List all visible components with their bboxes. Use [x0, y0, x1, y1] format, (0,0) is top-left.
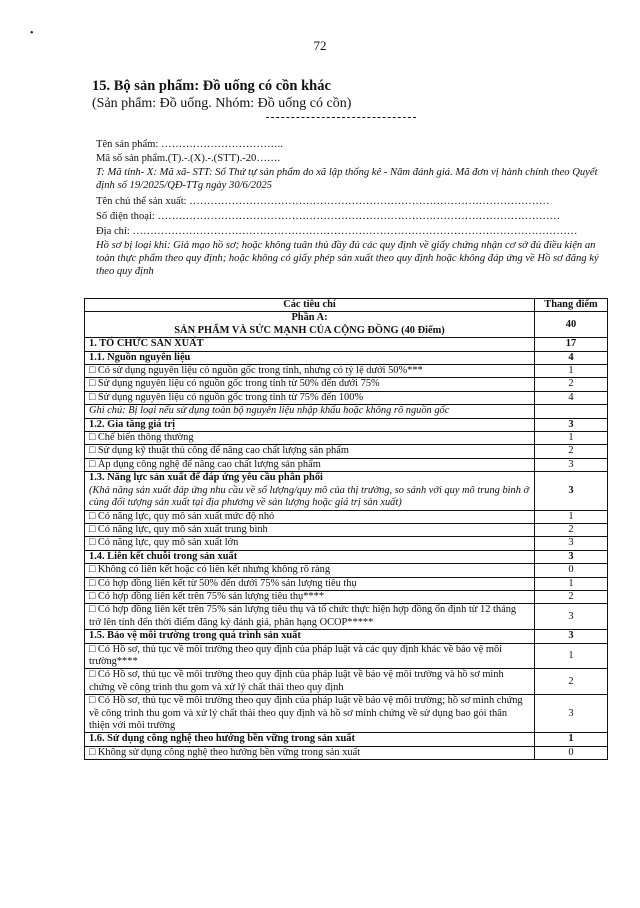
criteria-text: 1.5. Bảo vệ môi trường trong quá trình sản xuất	[89, 630, 301, 642]
criteria-cell	[85, 590, 535, 603]
criteria-cell	[85, 746, 535, 759]
rejection-note: Hồ sơ bị loại khi: Giả mạo hồ sơ; hoặc không tuân thủ đầy đủ các quy định về giấy chứng nhận cơ sở đủ điều kiện an toàn thực phẩm theo quy định; hoặc không có giấy phép sản xuất theo quy định hoặc không đáp ứng về Hồ sơ đăng ký theo quy định	[96, 240, 599, 277]
table-header	[85, 299, 608, 312]
criteria-cell	[85, 643, 535, 669]
table-row	[85, 523, 608, 536]
section-row	[85, 351, 608, 364]
criteria-cell	[85, 510, 535, 523]
product-code-line: Mã số sản phẩm.(T).-.(X).-.(STT).-20…….	[96, 153, 281, 164]
table-row	[85, 445, 608, 458]
points-cell: 1	[535, 510, 608, 523]
header-points: Thang điểm	[535, 299, 608, 312]
table-row	[85, 432, 608, 445]
criteria-text: □ Có hợp đồng liên kết từ 50% đến dưới 75% sản lượng tiêu thụ	[89, 577, 357, 589]
points-cell: 1	[535, 643, 608, 669]
code-note: T: Mã tỉnh- X: Mã xã- STT: Số Thứ tự sản phẩm do xã lập thống kê - Năm đánh giá. Mã đơn vị hành chính theo Quyết định số 19/2025/QĐ-TTg ngày 30/6/2025	[96, 167, 598, 191]
criteria-cell	[85, 378, 535, 391]
table-row	[85, 537, 608, 550]
phone-line: Số điện thoại: ……………………………………………………………………………………………………	[96, 211, 561, 222]
criteria-text: □ Có sử dụng nguyên liệu có nguồn gốc trong tỉnh, nhưng có tỷ lệ dưới 50%***	[89, 365, 423, 377]
criteria-text: □ Có năng lực, quy mô sản xuất trung bình	[89, 523, 268, 535]
criteria-cell	[85, 405, 535, 418]
points-cell: 2	[535, 590, 608, 603]
criteria-cell	[85, 458, 535, 471]
table-row	[85, 378, 608, 391]
section-row	[85, 418, 608, 431]
table-row	[85, 669, 608, 695]
criteria-text: □ Chế biến thông thường	[89, 432, 194, 444]
criteria-text: Ghi chú: Bị loại nếu sử dụng toàn bộ nguyên liệu nhập khẩu hoặc không rõ nguồn gốc	[89, 405, 450, 417]
corner-mark: •	[30, 28, 34, 39]
section-row	[85, 733, 608, 746]
criteria-text: 1.2. Gia tăng giá trị	[89, 418, 176, 430]
criteria-cell	[85, 550, 535, 563]
points-cell: 2	[535, 378, 608, 391]
points-cell: 3	[535, 550, 608, 563]
criteria-text: □ Không có liên kết hoặc có liên kết nhưng không rõ ràng	[89, 564, 331, 576]
address-line: Địa chỉ: ………………………………………………………………………………………………………………	[96, 226, 578, 237]
section-subtitle: (Sản phẩm: Đồ uống. Nhóm: Đồ uống có cồn)	[92, 96, 352, 111]
table-row	[85, 405, 608, 418]
criteria-cell	[85, 695, 535, 733]
criteria-text: □ Có Hồ sơ, thủ tục về môi trường theo quy định của pháp luật về bảo vệ môi trường và hồ sơ minh chứng về công trình thu gom và xử lý chất thải theo quy định	[89, 669, 504, 693]
criteria-text: 1.6. Sử dụng công nghệ theo hướng bền vững trong sản xuất	[89, 733, 355, 745]
criteria-text: □ Có năng lực, quy mô sản xuất mức độ nhỏ	[89, 510, 275, 522]
table-row	[85, 365, 608, 378]
points-cell: 1	[535, 365, 608, 378]
criteria-text: □ Sử dụng kỹ thuật thủ công để nâng cao chất lượng sản phẩm	[89, 445, 349, 457]
criteria-text: □ Áp dụng công nghệ để nâng cao chất lượng sản phẩm	[89, 458, 321, 470]
points-cell: 2	[535, 445, 608, 458]
section-row	[85, 550, 608, 563]
criteria-cell	[85, 391, 535, 404]
criteria-cell	[85, 630, 535, 643]
points-cell: 17	[535, 338, 608, 351]
table-row	[85, 391, 608, 404]
criteria-table	[84, 298, 608, 760]
criteria-cell	[85, 432, 535, 445]
points-cell: 3	[535, 604, 608, 630]
criteria-text: 1. TỔ CHỨC SẢN XUẤT	[89, 338, 204, 350]
criteria-cell	[85, 733, 535, 746]
divider	[266, 117, 416, 118]
section-row	[85, 472, 608, 510]
points-cell: 3	[535, 695, 608, 733]
criteria-cell	[85, 472, 535, 510]
product-name-line: Tên sản phẩm: ……………………………..	[96, 139, 283, 150]
part-a-line2: SẢN PHẨM VÀ SỨC MẠNH CỦA CỘNG ĐỒNG (40 Điểm)	[174, 324, 445, 336]
criteria-cell	[85, 351, 535, 364]
criteria-text: □ Có hợp đồng liên kết trên 75% sản lượng tiêu thụ****	[89, 590, 325, 602]
table-row	[85, 643, 608, 669]
section-row	[85, 338, 608, 351]
criteria-cell	[85, 418, 535, 431]
part-a-points: 40	[535, 312, 608, 338]
points-cell: 2	[535, 669, 608, 695]
points-cell: 0	[535, 746, 608, 759]
criteria-cell	[85, 604, 535, 630]
page-number: 72	[313, 38, 327, 53]
criteria-cell	[85, 523, 535, 536]
points-cell: 3	[535, 630, 608, 643]
table-row	[85, 577, 608, 590]
points-cell: 3	[535, 472, 608, 510]
table-row	[85, 458, 608, 471]
points-cell: 3	[535, 458, 608, 471]
points-cell	[535, 405, 608, 418]
part-a-row	[85, 312, 608, 338]
table-row	[85, 695, 608, 733]
criteria-cell	[85, 537, 535, 550]
criteria-text: □ Sử dụng nguyên liệu có nguồn gốc trong tỉnh từ 75% đến 100%	[89, 391, 364, 403]
points-cell: 1	[535, 432, 608, 445]
points-cell: 3	[535, 537, 608, 550]
criteria-cell	[85, 445, 535, 458]
owner-line: Tên chủ thể sản xuất: …………………………………………………………………………………………	[96, 196, 550, 207]
table-row	[85, 746, 608, 759]
points-cell: 1	[535, 577, 608, 590]
criteria-subtext: (Khả năng sản xuất đáp ứng nhu cầu về số lượng/quy mô của thị trường, so sánh với quy mô trung bình ở cùng đối tượng sản xuất tại địa phương về sản lượng hoặc giá trị sản xuất)	[89, 484, 530, 509]
criteria-text: □ Có Hồ sơ, thủ tục về môi trường theo quy định của pháp luật và các quy định khác về bảo vệ môi trường****	[89, 643, 503, 667]
part-a-line1: Phần A:	[291, 312, 328, 324]
table-row	[85, 510, 608, 523]
header-criteria: Các tiêu chí	[85, 299, 535, 312]
criteria-cell	[85, 577, 535, 590]
criteria-text: □ Có hợp đồng liên kết trên 75% sản lượng tiêu thụ và tổ chức thực hiện hợp đồng ổn định từ 12 tháng trở lên tính đến thời điểm đăng ký đánh giá, phân hạng OCOP*****	[89, 604, 517, 628]
criteria-text: 1.4. Liên kết chuỗi trong sản xuất	[89, 550, 238, 562]
section-title: 15. Bộ sản phẩm: Đồ uống có cồn khác	[92, 78, 331, 94]
criteria-text: 1.1. Nguồn nguyên liệu	[89, 351, 191, 363]
points-cell: 1	[535, 733, 608, 746]
points-cell: 4	[535, 391, 608, 404]
table-row	[85, 604, 608, 630]
criteria-text: □ Có Hồ sơ, thủ tục về môi trường theo quy định của pháp luật về bảo vệ môi trường; hồ sơ minh chứng về công trình thu gom và xử lý chất thải theo quy định và hồ sơ minh chứng về sử dụng bao gói thân thiện với môi trường	[89, 695, 523, 731]
criteria-cell	[85, 338, 535, 351]
part-a-title	[85, 312, 535, 338]
table-row	[85, 590, 608, 603]
table-row	[85, 564, 608, 577]
points-cell: 3	[535, 418, 608, 431]
points-cell: 2	[535, 523, 608, 536]
criteria-text: □ Có năng lực, quy mô sản xuất lớn	[89, 537, 239, 549]
criteria-cell	[85, 564, 535, 577]
criteria-cell	[85, 669, 535, 695]
points-cell: 4	[535, 351, 608, 364]
criteria-text: □ Không sử dụng công nghệ theo hướng bền vững trong sản xuất	[89, 746, 361, 758]
points-cell: 0	[535, 564, 608, 577]
section-row	[85, 630, 608, 643]
criteria-text: □ Sử dụng nguyên liệu có nguồn gốc trong tỉnh từ 50% đến dưới 75%	[89, 378, 380, 390]
criteria-cell	[85, 365, 535, 378]
criteria-text: 1.3. Năng lực sản xuất để đáp ứng yêu cầu phân phối	[89, 472, 323, 484]
